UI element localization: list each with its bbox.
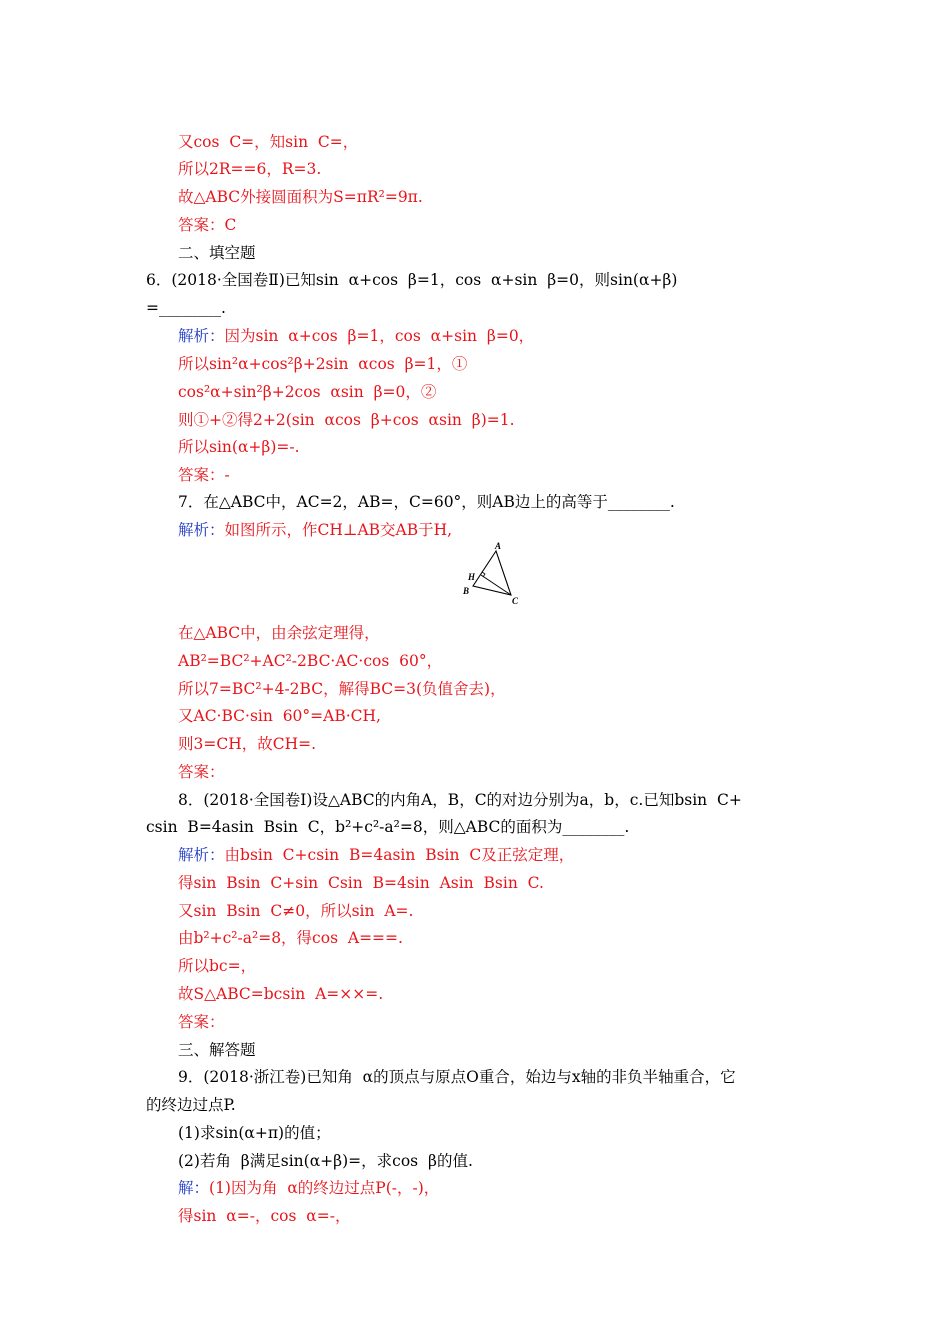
text-line [178,1123,331,1143]
text-line [178,215,236,235]
solution-text: 得sin α=-，cos α=-， [178,1207,351,1225]
problem-text: 7．在△ABC中，AC=2，AB=，C=60°，则AB边上的高等于________. [178,493,675,511]
text-line [178,1151,473,1171]
solution-text: 答案： [178,763,225,781]
text-line [178,159,321,179]
text-line [178,354,467,374]
text-line [178,465,230,485]
problem-text: 9．(2018·浙江卷)已知角 α的顶点与原点O重合，始边与x轴的非负半轴重合，它 [178,1068,736,1086]
problem-text: 三、解答题 [178,1041,256,1059]
problem-text: (1)求sin(α+π)的值； [178,1124,331,1142]
solution-text: 所以bc=， [178,957,257,975]
label-a: A [495,541,502,551]
text-line [178,187,423,207]
solution-label: 解析： [178,521,225,539]
solution-text: 故S△ABC=bcsin A=××=. [178,985,384,1003]
solution-text: 所以sin²α+cos²β+2sin αcos β=1，① [178,355,468,373]
text-line [146,817,629,837]
solution-text: 由b²+c²-a²=8，得cos A===. [178,929,403,947]
text-line [178,901,413,921]
text-line [178,956,256,976]
text-line [178,1012,225,1032]
solution-text: 因为sin α+cos β=1，cos α+sin β=0， [224,327,535,345]
text-line [178,1040,256,1060]
text-line [178,437,300,457]
text-line [178,382,436,402]
text-line [178,1206,350,1226]
solution-text: 则3=CH，故CH=. [178,735,317,753]
text-line [178,243,256,263]
text-line [178,651,442,671]
problem-text: 二、填空题 [178,244,256,262]
solution-label: 解： [178,1179,210,1197]
text-line [178,734,316,754]
solution-text: 所以2R==6，R=3. [178,160,322,178]
problem-text: 的终边过点P. [146,1096,236,1114]
text-line [178,845,574,865]
triangle-abc [473,551,511,595]
text-line [178,873,544,893]
text-line [178,762,225,782]
text-line [178,928,403,948]
text-line [178,706,381,726]
solution-text: 答案：C [178,216,237,234]
solution-text: 又sin Bsin C≠0，所以sin A=. [178,902,414,920]
problem-text: 6．(2018·全国卷Ⅱ)已知sin α+cos β=1，cos α+sin β=0，则sin(α+β) [146,271,678,289]
text-line [178,132,358,152]
solution-text: 如图所示，作CH⊥AB交AB于H, [224,521,453,539]
solution-text: 故△ABC外接圆面积为S=πR²=9π. [178,188,423,206]
problem-text: csin B=4asin Bsin C，b²+c²-a²=8，则△ABC的面积为________. [146,818,630,836]
label-h: H [468,572,476,582]
solution-text: 又cos C=，知sin C=， [178,133,359,151]
solution-text: 由bsin C+csin B=4asin Bsin C及正弦定理， [224,846,575,864]
solution-text: 得sin Bsin C+sin Csin B=4sin Asin Bsin C. [178,874,544,892]
text-line [178,492,675,512]
problem-text: (2)若角 β满足sin(α+β)=，求cos β的值. [178,1152,473,1170]
text-line [178,790,742,810]
problem-text: =________. [146,299,226,317]
label-b: B [463,586,470,596]
text-line [178,1178,439,1198]
text-line [178,623,380,643]
text-line [178,984,383,1004]
solution-text: AB²=BC²+AC²-2BC·AC·cos 60°， [178,652,443,670]
solution-label: 解析： [178,327,225,345]
solution-text: 则①+②得2+2(sin αcos β+cos αsin β)=1. [178,411,515,429]
problem-text: 8．(2018·全国卷Ⅰ)设△ABC的内角A，B，C的对边分别为a，b，c.已知bsin C+ [178,791,742,809]
text-line [178,679,506,699]
solution-text: 答案：- [178,466,230,484]
solution-label: 解析： [178,846,225,864]
text-line [178,1067,736,1087]
text-line [178,520,452,540]
text-line [178,326,534,346]
triangle-figure [458,538,528,608]
text-line [178,410,515,430]
solution-text: 所以7=BC²+4-2BC，解得BC=3(负值舍去)， [178,680,506,698]
solution-text: 又AC·BC·sin 60°=AB·CH, [178,707,381,725]
solution-text: cos²α+sin²β+2cos αsin β=0，② [178,383,437,401]
solution-text: 在△ABC中，由余弦定理得， [178,624,380,642]
solution-text: (1)因为角 α的终边过点P(-，-)， [209,1179,440,1197]
text-line [146,1095,236,1115]
solution-text: 所以sin(α+β)=-. [178,438,300,456]
label-c: C [512,596,519,606]
text-line [146,298,226,318]
text-line [146,270,677,290]
solution-text: 答案： [178,1013,225,1031]
